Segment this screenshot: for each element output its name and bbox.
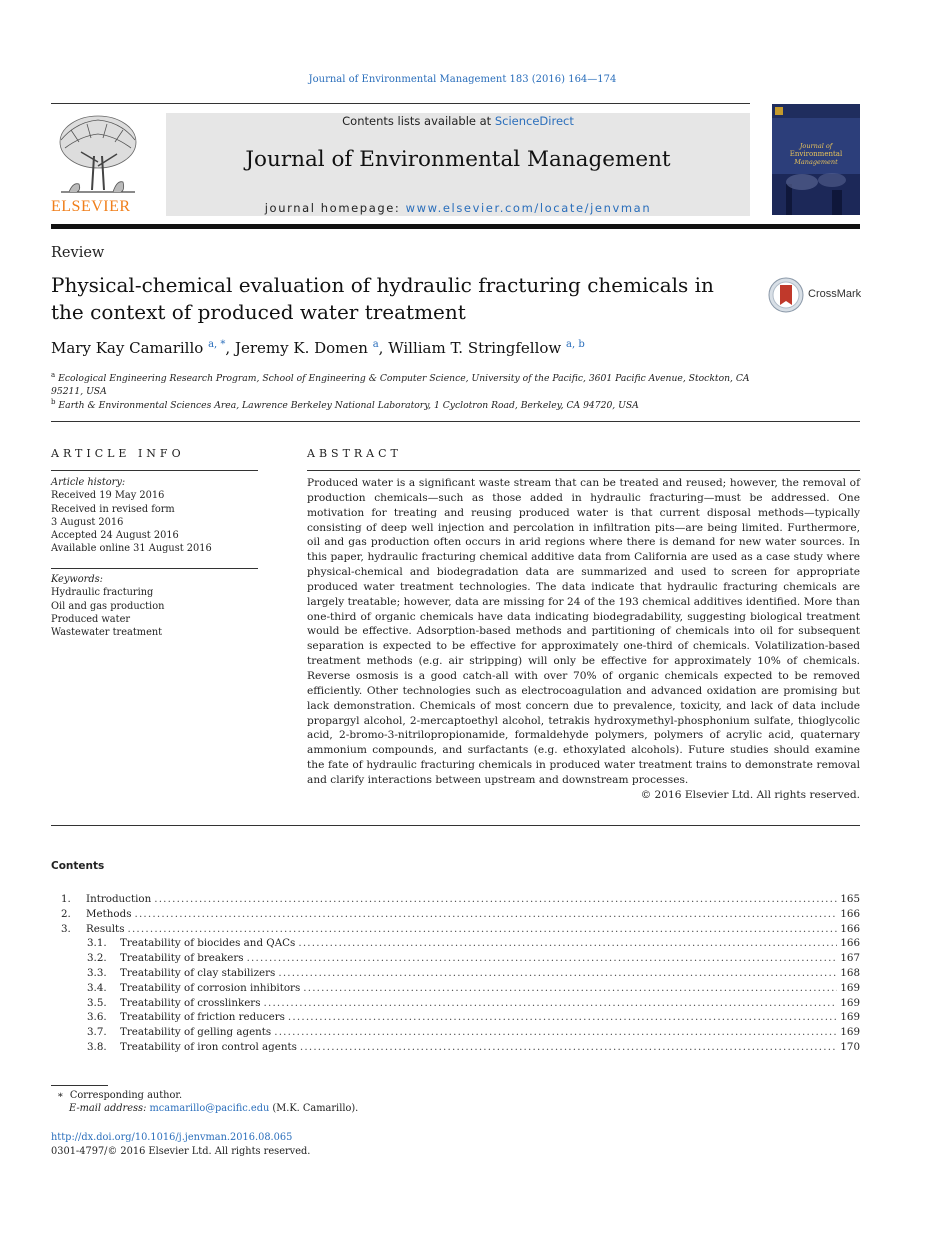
toc-title: Introduction bbox=[86, 893, 152, 905]
toc-title: Treatability of corrosion inhibitors bbox=[120, 981, 301, 994]
affiliation-a bbox=[51, 369, 751, 398]
toc-number: 3.8. bbox=[87, 1041, 107, 1053]
abstract-copyright: © 2016 Elsevier Ltd. All rights reserved. bbox=[640, 789, 860, 801]
affiliation-key: a bbox=[51, 371, 56, 379]
toc-page-number: 168 bbox=[840, 967, 860, 979]
toc-number: 3.5. bbox=[87, 996, 107, 1009]
toc-entry[interactable] bbox=[51, 1026, 860, 1041]
contents-rule bbox=[51, 825, 860, 826]
toc-title: Treatability of breakers bbox=[120, 952, 244, 965]
svg-text:Environmental: Environmental bbox=[789, 150, 843, 158]
toc-leader-dots bbox=[298, 937, 837, 949]
toc-entry[interactable] bbox=[51, 937, 860, 952]
issn-copyright: 0301-4797/© 2016 Elsevier Ltd. All rights reserved. bbox=[51, 1146, 311, 1157]
keywords-label: Keywords: bbox=[51, 574, 103, 585]
author-name: Mary Kay Camarillo bbox=[51, 339, 204, 357]
toc-leader-dots bbox=[288, 1011, 837, 1023]
toc-title: Treatability of iron control agents bbox=[120, 1041, 297, 1053]
author-affiliation-marker[interactable]: a, b bbox=[566, 339, 585, 350]
toc-number: 1. bbox=[61, 893, 71, 905]
toc-title: Treatability of friction reducers bbox=[120, 1011, 285, 1024]
toc-page-number: 169 bbox=[840, 1026, 860, 1039]
toc-entry[interactable] bbox=[51, 952, 860, 967]
article-history bbox=[51, 476, 261, 556]
corresponding-author-text: Corresponding author. bbox=[69, 1090, 183, 1101]
toc-number: 3.2. bbox=[87, 952, 107, 965]
contents-available-line bbox=[166, 114, 750, 128]
toc-number: 3. bbox=[61, 922, 71, 935]
toc-title: Treatability of clay stabilizers bbox=[120, 967, 276, 979]
author-affiliation-marker[interactable]: a, * bbox=[208, 339, 226, 350]
toc-number: 3.6. bbox=[87, 1011, 107, 1024]
history-item: Available online 31 August 2016 bbox=[51, 543, 212, 555]
section-rule bbox=[51, 421, 860, 422]
toc-entry[interactable] bbox=[51, 1041, 860, 1056]
toc-page-number: 165 bbox=[840, 893, 860, 905]
toc-leader-dots bbox=[278, 967, 837, 979]
keyword: Hydraulic fracturing bbox=[51, 587, 154, 599]
journal-title: Journal of Environmental Management bbox=[245, 147, 671, 172]
history-item: Accepted 24 August 2016 bbox=[51, 530, 179, 542]
crossmark-label: CrossMark bbox=[808, 288, 862, 300]
toc-leader-dots bbox=[127, 923, 837, 935]
keyword: Oil and gas production bbox=[51, 600, 165, 612]
article-title: Physical-chemical evaluation of hydraulic fracturing chemicals in the context of produced water treatment bbox=[51, 273, 714, 324]
toc-title: Treatability of gelling agents bbox=[120, 1026, 272, 1039]
toc-leader-dots bbox=[300, 1041, 837, 1053]
toc-entry[interactable] bbox=[51, 1011, 860, 1026]
toc-page-number: 169 bbox=[840, 1011, 860, 1024]
journal-homepage-line bbox=[166, 201, 750, 215]
affiliation-text: Ecological Engineering Research Program, School of Engineering & Computer Science, University of the Pacific, 3601 Pacific Avenue, Stockton, CA 95211, USA bbox=[51, 373, 750, 398]
toc-entry[interactable] bbox=[51, 923, 860, 938]
corresponding-author-note bbox=[57, 1090, 182, 1101]
toc-number: 2. bbox=[61, 907, 71, 920]
toc-entry[interactable] bbox=[51, 893, 860, 908]
elsevier-tree-logo bbox=[51, 112, 145, 198]
toc-title: Results bbox=[86, 922, 125, 935]
toc-leader-dots bbox=[264, 997, 838, 1009]
contents-heading: Contents bbox=[51, 860, 105, 872]
footnote-rule bbox=[51, 1085, 108, 1086]
toc-page-number: 169 bbox=[840, 996, 860, 1009]
author-name: William T. Stringfellow bbox=[388, 339, 562, 357]
article-type: Review bbox=[51, 245, 105, 261]
toc-leader-dots bbox=[247, 952, 838, 964]
svg-text:Journal of: Journal of bbox=[799, 142, 833, 150]
journal-citation[interactable]: Journal of Environmental Management 183 (2016) 164—174 bbox=[308, 74, 617, 85]
toc-number: 3.3. bbox=[87, 967, 107, 979]
svg-text:Management: Management bbox=[794, 158, 838, 166]
toc-entry[interactable] bbox=[51, 982, 860, 997]
history-item: 3 August 2016 bbox=[51, 516, 124, 528]
toc-leader-dots bbox=[303, 982, 837, 994]
homepage-link[interactable]: www.elsevier.com/locate/jenvman bbox=[405, 201, 652, 215]
keywords-rule bbox=[51, 568, 258, 569]
author-list: Mary Kay Camarillo $^{a, *}$, Jeremy K. Domen $^a$, William T. Stringfellow $^{a, b}$ bbox=[51, 339, 585, 357]
homepage-prefix: journal homepage: bbox=[264, 201, 406, 215]
keyword: Wastewater treatment bbox=[51, 627, 163, 639]
abstract-heading: ABSTRACT bbox=[307, 447, 402, 460]
doi-link[interactable]: http://dx.doi.org/10.1016/j.jenvman.2016.08.065 bbox=[51, 1132, 293, 1143]
affiliation-b bbox=[51, 396, 751, 412]
asterisk-icon: ∗ bbox=[57, 1090, 64, 1101]
toc-page-number: 170 bbox=[840, 1041, 860, 1053]
contents-prefix: Contents lists available at bbox=[342, 114, 495, 128]
toc-entry[interactable] bbox=[51, 997, 860, 1012]
toc-title: Treatability of biocides and QACs bbox=[120, 937, 296, 950]
history-label: Article history: bbox=[51, 477, 126, 488]
email-suffix: (M.K. Camarillo). bbox=[269, 1103, 359, 1114]
email-link[interactable]: mcamarillo@pacific.edu bbox=[149, 1103, 270, 1114]
toc-page-number: 166 bbox=[840, 907, 860, 920]
toc-number: 3.1. bbox=[87, 937, 107, 950]
affiliation-key: b bbox=[51, 398, 56, 406]
article-info-rule bbox=[51, 470, 258, 471]
history-item: Received 19 May 2016 bbox=[51, 490, 165, 502]
toc-leader-dots bbox=[154, 893, 837, 905]
affiliation-text: Earth & Environmental Sciences Area, Lawrence Berkeley National Laboratory, 1 Cyclotron Road, Berkeley, CA 94720, USA bbox=[58, 400, 639, 412]
keywords bbox=[51, 573, 261, 639]
abstract-rule bbox=[307, 470, 860, 471]
author-affiliation-marker[interactable]: a bbox=[372, 339, 379, 350]
author-name: Jeremy K. Domen bbox=[234, 339, 368, 357]
email-note bbox=[69, 1103, 358, 1114]
header-thick-rule bbox=[51, 224, 860, 229]
toc-number: 3.7. bbox=[87, 1026, 107, 1039]
sciencedirect-link[interactable]: ScienceDirect bbox=[494, 114, 574, 128]
toc-page-number: 166 bbox=[840, 937, 860, 950]
toc-title: Treatability of crosslinkers bbox=[120, 996, 261, 1009]
keyword: Produced water bbox=[51, 613, 131, 625]
email-label: E-mail address: bbox=[69, 1103, 150, 1114]
toc-leader-dots bbox=[274, 1026, 837, 1038]
header-rule bbox=[51, 103, 750, 104]
crossmark-badge[interactable] bbox=[768, 277, 862, 313]
toc-number: 3.4. bbox=[87, 981, 107, 994]
journal-cover-image bbox=[772, 104, 860, 215]
toc-page-number: 166 bbox=[840, 922, 860, 935]
abstract-text: Produced water is a significant waste stream that can be treated and reused; however, the removal of production chemicals—such as those added in hydraulic fracturing—must be addressed. One motivation for treating and reusing produced water is that current disposal methods—typically consisting of deep well injection and percolation in infiltration pits—are being limited. Furthermore, oil and gas production often occurs in arid regions where there is demand for new water sources. In this paper, hydraulic fracturing chemical additive data from California are used as a case study where physical-chemical and biodegradation data are summarized and used to screen for appropriate produced water treatment technologies. The data indicate that hydraulic fracturing chemicals are largely treatable; however, data are missing for 24 of the 193 chemical additives identified. More than one-third of organic chemicals have data indicating biodegradability, suggesting biological treatment would be effective. Adsorption-based methods and partitioning of chemicals into oil for subsequent separation is expected to be effective for approximately one-third of chemicals. Volatilization-based treatment methods (e.g. air stripping) will only be effective for approximately 10% of chemicals. Reverse osmosis is a good catch-all with over 70% of organic chemicals expected to be removed efficiently. Other technologies such as electrocoagulation and advanced oxidation are promising but lack demonstration. Chemicals of most concern due to prevalence, toxicity, and lack of data include propargyl alcohol, 2-mercaptoethyl alcohol, tetrakis hydroxymethyl-phosphonium sulfate, thioglycolic acid, 2-bromo-3-nitrilopropionamide, formaldehyde polymers, polymers of acrylic acid, quaternary ammonium compounds, and surfactants (e.g. ethoxylated alcohols). Future studies should examine the fate of hydraulic fracturing chemicals in produced water treatment trains to demonstrate removal and clarify interactions between upstream and downstream processes. bbox=[307, 477, 860, 786]
toc-entry[interactable] bbox=[51, 908, 860, 923]
toc-entry[interactable] bbox=[51, 967, 860, 982]
toc-page-number: 167 bbox=[840, 952, 860, 965]
toc-page-number: 169 bbox=[840, 981, 860, 994]
toc-leader-dots bbox=[134, 908, 837, 920]
history-item: Received in revised form bbox=[51, 503, 175, 515]
publisher-wordmark: ELSEVIER bbox=[51, 198, 131, 215]
toc-title: Methods bbox=[86, 907, 132, 920]
article-info-heading: ARTICLE INFO bbox=[51, 447, 185, 460]
